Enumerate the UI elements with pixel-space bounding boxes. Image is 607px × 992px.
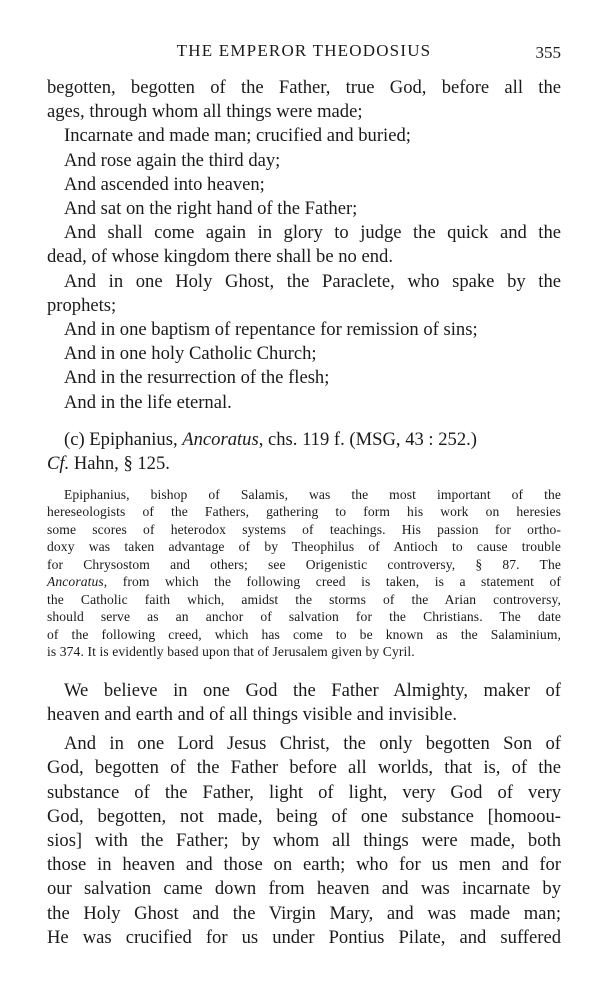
- introductory-note: [47, 486, 561, 661]
- creed-line: God, begotten, not made, being of one substance [homoou-: [47, 805, 561, 827]
- text-line: And in one baptism of repentance for remission of sins;: [64, 319, 478, 341]
- creed-line: our salvation came down from heaven and was incarnate by: [47, 878, 561, 900]
- text-line: And shall come again in glory to judge the quick and the: [64, 222, 561, 244]
- cf-reference: Hahn, § 125.: [69, 452, 170, 474]
- text-line: And in one holy Catholic Church;: [64, 343, 317, 365]
- creed-line: God, begotten of the Father before all worlds, that is, of the: [47, 757, 561, 779]
- book-page: [47, 0, 561, 950]
- note-line: of the following creed, which has come to be known as the Salaminium,: [47, 626, 561, 642]
- section-heading: [47, 428, 561, 476]
- text-line: And in one Holy Ghost, the Paraclete, who spake by the: [64, 270, 561, 292]
- note-work-title: Ancoratus: [47, 574, 104, 590]
- note-line: doxy was taken advantage of by Theophilus of Antioch to cause trouble: [47, 539, 561, 555]
- creed-line: And in one Lord Jesus Christ, the only begotten Son of: [64, 733, 561, 755]
- creed-line: We believe in one God the Father Almighty, maker of: [64, 679, 561, 701]
- note-line-ancoratus: [47, 573, 561, 591]
- page-number: 355: [535, 43, 561, 62]
- text-line: ages, through whom all things were made;: [47, 101, 363, 123]
- text-line: And ascended into heaven;: [64, 173, 265, 195]
- text-line: And sat on the right hand of the Father;: [64, 198, 358, 220]
- creed-line: those in heaven and those on earth; who for us men and for: [47, 854, 561, 876]
- section-heading-line: [47, 428, 561, 452]
- text-line: And rose again the third day;: [64, 149, 281, 171]
- section-cf-line: [47, 452, 561, 476]
- note-line: some scores of heterodox systems of teachings. His passion for ortho-: [47, 521, 561, 537]
- note-line: hereseologists of the Fathers, gathering to form his work on heresies: [47, 504, 561, 520]
- work-title: Ancoratus: [182, 428, 259, 450]
- creed-line: He was crucified for us under Pontius Pilate, and suffered: [47, 926, 561, 948]
- note-line: is 374. It is evidently based upon that of Jerusalem given by Cyril.: [47, 644, 415, 660]
- text-line: begotten, begotten of the Father, true God, before all the: [47, 77, 561, 98]
- running-title: THE EMPEROR THEODOSIUS: [176, 41, 432, 60]
- note-line: should serve as an anchor of salvation for the Christians. The date: [47, 609, 561, 625]
- note-line: the Catholic faith which, amidst the storms of the Arian controversy,: [47, 591, 561, 607]
- text-line: And in the life eternal.: [64, 391, 232, 413]
- text-line: dead, of whose kingdom there shall be no end.: [47, 246, 393, 268]
- text-line: prophets;: [47, 294, 117, 316]
- cf-abbrev: Cf.: [47, 452, 70, 474]
- note-line-rest: , from which the following creed is taken, is a statement of: [103, 574, 561, 590]
- running-head: [47, 40, 561, 76]
- salaminium-creed: [47, 679, 561, 950]
- section-label: (c) Epiphanius,: [64, 428, 183, 450]
- text-line: And in the resurrection of the flesh;: [64, 367, 330, 389]
- creed-line: sios] with the Father; by whom all things were made, both: [47, 830, 561, 852]
- note-line: for Chrysostom and others; see Origenistic controversy, § 87. The: [47, 556, 561, 572]
- creed-continuation: [47, 76, 561, 415]
- creed-line: substance of the Father, light of light, very God of very: [47, 781, 561, 803]
- text-line: Incarnate and made man; crucified and buried;: [64, 125, 411, 147]
- creed-line: the Holy Ghost and the Virgin Mary, and was made man;: [47, 902, 561, 924]
- creed-line: heaven and earth and of all things visible and invisible.: [47, 704, 457, 726]
- note-line: Epiphanius, bishop of Salamis, was the most important of the: [64, 486, 561, 502]
- section-reference: , chs. 119 f. (MSG, 43 : 252.): [258, 428, 477, 450]
